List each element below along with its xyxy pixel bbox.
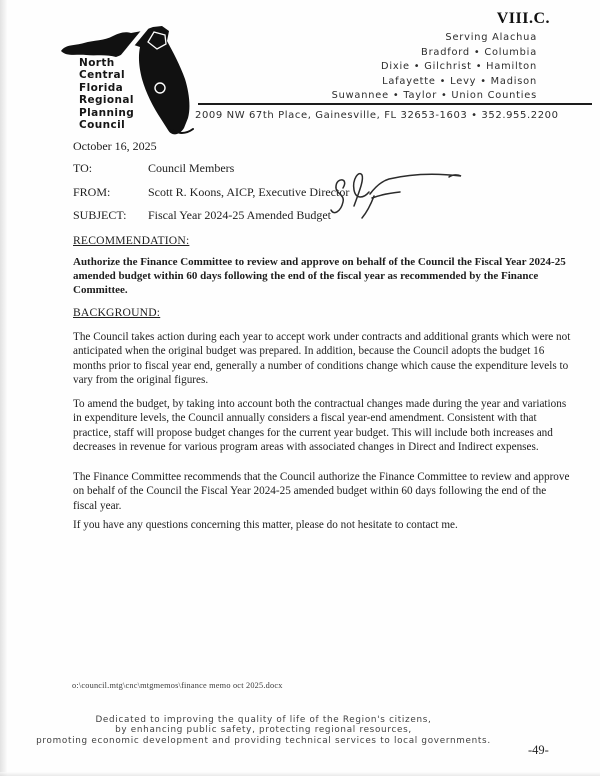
header-divider bbox=[198, 103, 592, 105]
serving-line: Serving Alachua bbox=[445, 32, 537, 43]
serving-line: Bradford • Columbia bbox=[421, 46, 537, 58]
serving-line: Lafayette • Levy • Madison bbox=[382, 75, 537, 87]
footer-motto bbox=[0, 715, 527, 746]
logo-line: Planning bbox=[79, 106, 135, 119]
memo-field-to bbox=[73, 161, 234, 176]
body-paragraph: The Council takes action during each year to accept work under contracts and additional grants which were not anticipated when the original budget was prepared. In addition, because the Council adopts the budget 16 months prior to fiscal year end, generally a number of conditions change which cause the expenditure levels to vary from the original figures. bbox=[73, 331, 571, 387]
background-heading: BACKGROUND: bbox=[73, 306, 161, 319]
logo-line: Central bbox=[79, 69, 125, 82]
memo-field-from bbox=[73, 185, 349, 200]
logo-line: Florida bbox=[79, 81, 124, 94]
motto-line: promoting economic development and providing technical services to local governments. bbox=[36, 735, 491, 746]
serving-line: Dixie • Gilchrist • Hamilton bbox=[381, 61, 537, 73]
page-number: -49- bbox=[528, 743, 549, 757]
memo-field-value: Council Members bbox=[148, 161, 235, 175]
memo-field-subject bbox=[73, 208, 331, 223]
body-paragraph: To amend the budget, by taking into account both the contractual changes made during the year and variations in expenditure levels, the Council annually considers a fiscal year-end amendment. Consistent with that practice, staff will propose budget changes for the current year budget. This will include both increases and decreases in revenue for various program areas with associated changes in Direct and Indirect expenses. bbox=[73, 398, 567, 454]
logo-line: North bbox=[79, 57, 115, 69]
signature-icon bbox=[326, 168, 471, 220]
memo-field-label: SUBJECT: bbox=[73, 208, 127, 222]
header-address: 2009 NW 67th Place, Gainesville, FL 32653-1603 • 352.955.2200 bbox=[195, 110, 559, 121]
logo-line: Council bbox=[79, 119, 126, 132]
recommendation-heading: RECOMMENDATION: bbox=[73, 234, 190, 247]
body-paragraph: The Finance Committee recommends that the Council authorize the Finance Committee to review and approve on behalf of the Council the Fiscal Year 2024-25 amended budget within 60 days following the end of the fiscal year. bbox=[73, 471, 570, 512]
scan-edge bbox=[0, 772, 600, 776]
recommendation-text: Authorize the Finance Committee to review and approve on behalf of the Council the Fiscal Year 2024-25 amended budget within 60 days following the end of the fiscal year as recommended by the Finance Committee. bbox=[73, 256, 566, 296]
memo-field-label: FROM: bbox=[73, 185, 111, 199]
memo-date: October 16, 2025 bbox=[73, 139, 157, 153]
motto-line: by enhancing public safety, protecting regional resources, bbox=[115, 725, 412, 736]
motto-line: Dedicated to improving the quality of life of the Region's citizens, bbox=[95, 715, 432, 725]
logo-line: Regional bbox=[79, 94, 134, 107]
serving-line: Suwannee • Taylor • Union Counties bbox=[331, 90, 537, 102]
scan-edge bbox=[0, 0, 7, 776]
memo-field-value: Fiscal Year 2024-25 Amended Budget bbox=[148, 208, 331, 222]
body-paragraph: If you have any questions concerning this matter, please do not hesitate to contact me. bbox=[73, 519, 458, 531]
agenda-item-label: VIII.C. bbox=[496, 10, 550, 27]
council-logo-wordmark bbox=[79, 57, 134, 131]
memo-field-value: Scott R. Koons, AICP, Executive Director bbox=[148, 185, 350, 199]
file-path: o:\council.mtg\cnc\mtgmemos\finance memo oct 2025.docx bbox=[72, 681, 283, 690]
memo-field-label: TO: bbox=[73, 161, 93, 175]
serving-counties bbox=[332, 31, 537, 104]
